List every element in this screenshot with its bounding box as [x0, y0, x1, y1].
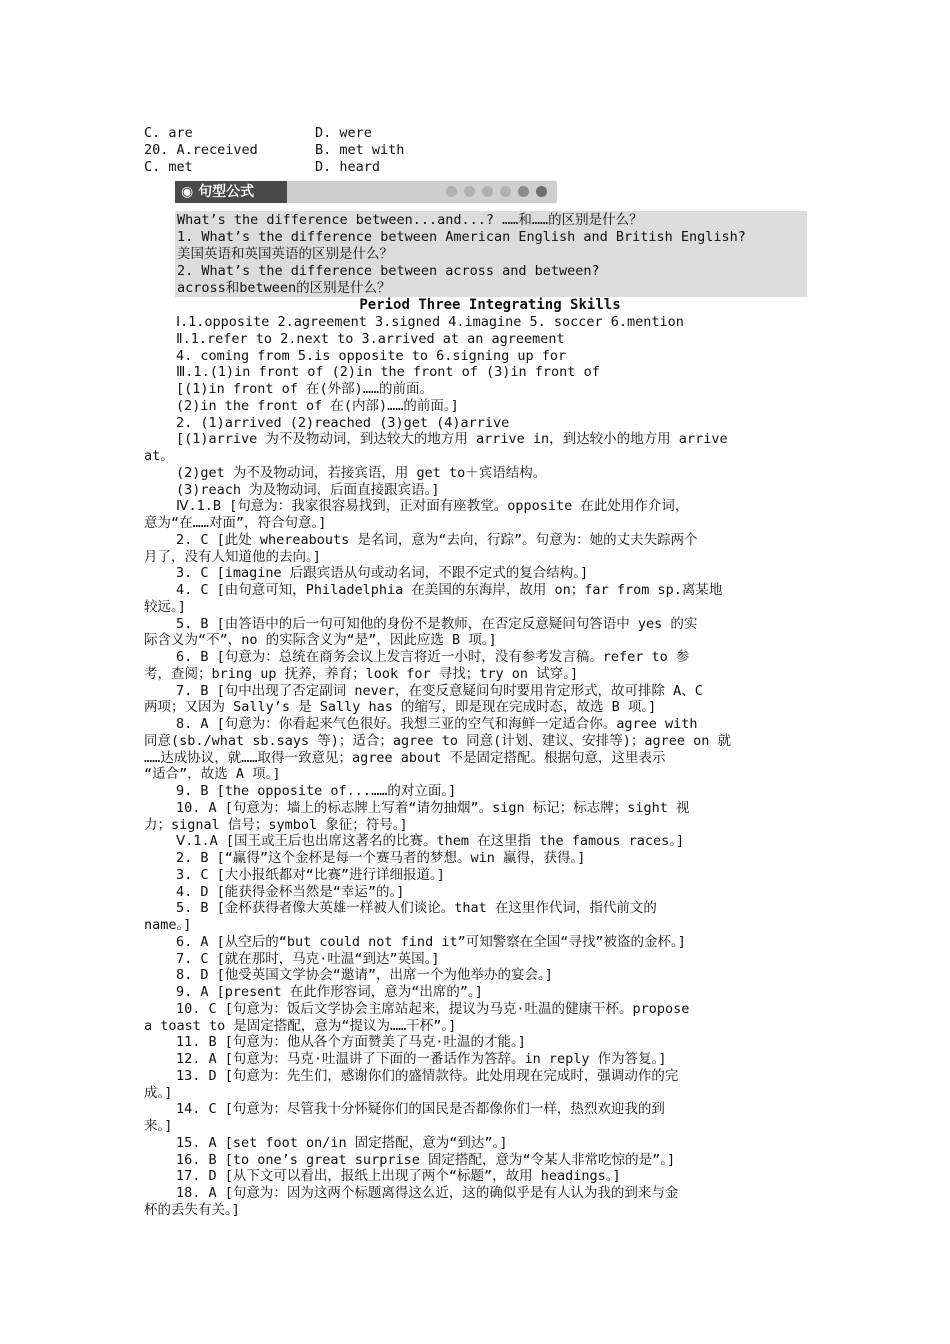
option-line-left: 20. A.received: [144, 142, 258, 158]
option-line-left: C. are: [144, 125, 193, 141]
option-line-right: B. met with: [315, 142, 405, 158]
answer-line: 7. C [就在那时，马克·吐温“到达”英国。]: [176, 950, 440, 967]
section-banner: [175, 181, 557, 203]
answer-line: 4. D [能获得金杯当然是“幸运”的。]: [176, 883, 405, 900]
answer-line: 4. C [由句意可知，Philadelphia 在美国的东海岸，故用 on；far from sp.离某地: [176, 582, 723, 598]
answer-line: 成。]: [144, 1084, 173, 1101]
answer-line: [(1)in front of 在(外部)……的前面。: [176, 381, 434, 397]
formula-line: What’s the difference between...and...? ……和……的区别是什么？: [177, 212, 643, 228]
answer-line: (2)get 为不及物动词，若接宾语，用 get to＋宾语结构。: [176, 464, 547, 481]
answer-line: 7. B [句中出现了否定副词 never，在变反意疑问句时要用肯定形式，故可排除 A、C: [176, 682, 703, 699]
formula-box: [175, 211, 807, 297]
answer-line: 5. B [金杯获得者像大英雄一样被人们谈论。that 在这里作代词，指代前文的: [176, 900, 657, 917]
period-heading: Period Three Integrating Skills: [359, 297, 621, 313]
answer-line: 5. B [由答语中的后一句可知他的身份不是教师，在否定反意疑问句答语中 yes 的实: [176, 615, 698, 632]
answer-line: 4. coming from 5.is opposite to 6.signing up for: [176, 347, 567, 364]
answer-line: “适合”，故选 A 项。]: [144, 766, 281, 783]
answer-line: 10. C [句意为：饭后文学协会主席站起来，提议为马克·吐温的健康干杯。propose: [176, 1000, 690, 1017]
formula-line: across和between的区别是什么？: [177, 280, 391, 296]
formula-line: 1. What’s the difference between American English and British English?: [177, 229, 746, 245]
answer-line: Ⅲ.1.(1)in front of (2)in the front of (3)in front of: [176, 364, 600, 381]
answer-line: ……达成协议，就……取得一致意见；agree about 不是固定搭配。根据句意，这里表示: [144, 749, 666, 766]
answer-line: 9. B [the opposite of...……的对立面。]: [176, 783, 457, 799]
answer-line: 17. D [从下文可以看出，报纸上出现了两个“标题”，故用 headings。]: [176, 1168, 621, 1185]
answer-line: 16. B [to one’s great surprise 固定搭配，意为“令某人非常吃惊的是”。]: [176, 1151, 676, 1168]
answer-line: (2)in the front of 在(内部)……的前面。]: [176, 397, 459, 414]
answer-line: 11. B [句意为：他从各个方面赞美了马克·吐温的才能。]: [176, 1034, 526, 1051]
answer-line: 10. A [句意为：墙上的标志牌上写着“请勿抽烟”。sign 标记；标志牌；sight 视: [176, 799, 690, 816]
option-line-right: D. were: [315, 125, 372, 141]
option-line-left: C. met: [144, 159, 193, 175]
section-banner-title: ◉ 句型公式: [175, 181, 287, 203]
answer-line: 18. A [句意为：因为这两个标题离得这么近，这的确似乎是有人认为我的到来与金: [176, 1185, 679, 1201]
answer-line: name。]: [144, 917, 192, 933]
answer-line: 6. A [从空后的“but could not find it”可知警察在全国“寻找”被盗的金杯。]: [176, 933, 686, 950]
decorative-dots: [446, 186, 547, 197]
answer-line: 两项；又因为 Sally’s 是 Sally has 的缩写，即是现在完成时态，故选 B 项。]: [144, 699, 657, 716]
answer-line: 3. C [大小报纸都对“比赛”进行详细报道。]: [176, 866, 445, 883]
answer-line: Ⅳ.1.B [句意为：我家很容易找到，正对面有座教堂。opposite 在此处用作介词，: [176, 498, 689, 515]
answer-line: 考，查阅；bring up 抚养，养育；look for 寻找；try on 试穿。]: [144, 665, 579, 682]
answer-line: 13. D [句意为：先生们，感谢你们的盛情款待。此处用现在完成时，强调动作的完: [176, 1067, 679, 1084]
answer-line: Ⅴ.1.A [国王或王后也出席这著名的比赛。them 在这里指 the famous races。]: [176, 833, 685, 850]
answer-line: 月了，没有人知道他的去向。]: [144, 548, 321, 565]
answer-line: 较远。]: [144, 598, 186, 615]
answer-line: 8. D [他受英国文学协会“邀请”，出席一个为他举办的宴会。]: [176, 967, 553, 984]
answer-line: 6. B [句意为：总统在商务会议上发言将近一小时，没有参考发言稿。refer to 参: [176, 649, 690, 665]
answer-line: 际含义为“不”，no 的实际含义为“是”，因此应选 B 项。]: [144, 632, 497, 649]
answer-line: Ⅱ.1.refer to 2.next to 3.arrived at an agreement: [176, 330, 565, 347]
formula-line: 美国英语和英国英语的区别是什么？: [177, 246, 393, 262]
answer-line: 12. A [句意为：马克·吐温讲了下面的一番话作为答辞。in reply 作为答复。]: [176, 1051, 667, 1067]
answer-line: 15. A [set foot on/in 固定搭配，意为“到达”。]: [176, 1134, 508, 1151]
answer-line: 同意(sb./what sb.says 等)；适合；agree to 同意(计划、建议、安排等)；agree on 就: [144, 732, 731, 749]
option-line-right: D. heard: [315, 159, 381, 175]
answer-line: 3. C [imagine 后跟宾语从句或动名词，不跟不定式的复合结构。]: [176, 565, 589, 582]
answer-line: Ⅰ.1.opposite 2.agreement 3.signed 4.imagine 5. soccer 6.mention: [176, 314, 684, 330]
answer-line: 14. C [句意为：尽管我十分怀疑你们的国民是否都像你们一样，热烈欢迎我的到: [176, 1101, 665, 1118]
answer-line: at。: [144, 448, 174, 464]
answer-line: 2. (1)arrived (2)reached (3)get (4)arrive: [176, 414, 510, 431]
answer-line: 2. C [此处 whereabouts 是名词，意为“去向，行踪”。句意为：她的丈夫失踪两个: [176, 531, 698, 548]
answer-line: 9. A [present 在此作形容词，意为“出席的”。]: [176, 984, 483, 1000]
answer-line: 意为“在……对面”，符合句意。]: [144, 515, 327, 531]
answer-line: a toast to 是固定搭配，意为“提议为……干杯”。]: [144, 1017, 457, 1034]
answer-line: [(1)arrive 为不及物动词，到达较大的地方用 arrive in，到达较小的地方用 arrive: [176, 431, 728, 448]
answer-line: (3)reach 为及物动词，后面直接跟宾语。]: [176, 481, 440, 498]
answer-line: 8. A [句意为：你看起来气色很好。我想三亚的空气和海鲜一定适合你。agree with: [176, 716, 698, 732]
answer-line: 2. B [“赢得”这个金杯是每一个赛马者的梦想。win 赢得，获得。]: [176, 850, 586, 866]
answer-line: 力；signal 信号；symbol 象征；符号。]: [144, 816, 408, 833]
answer-line: 杯的丢失有关。]: [144, 1201, 240, 1218]
answer-line: 来。]: [144, 1118, 173, 1134]
formula-line: 2. What’s the difference between across and between?: [177, 263, 600, 279]
